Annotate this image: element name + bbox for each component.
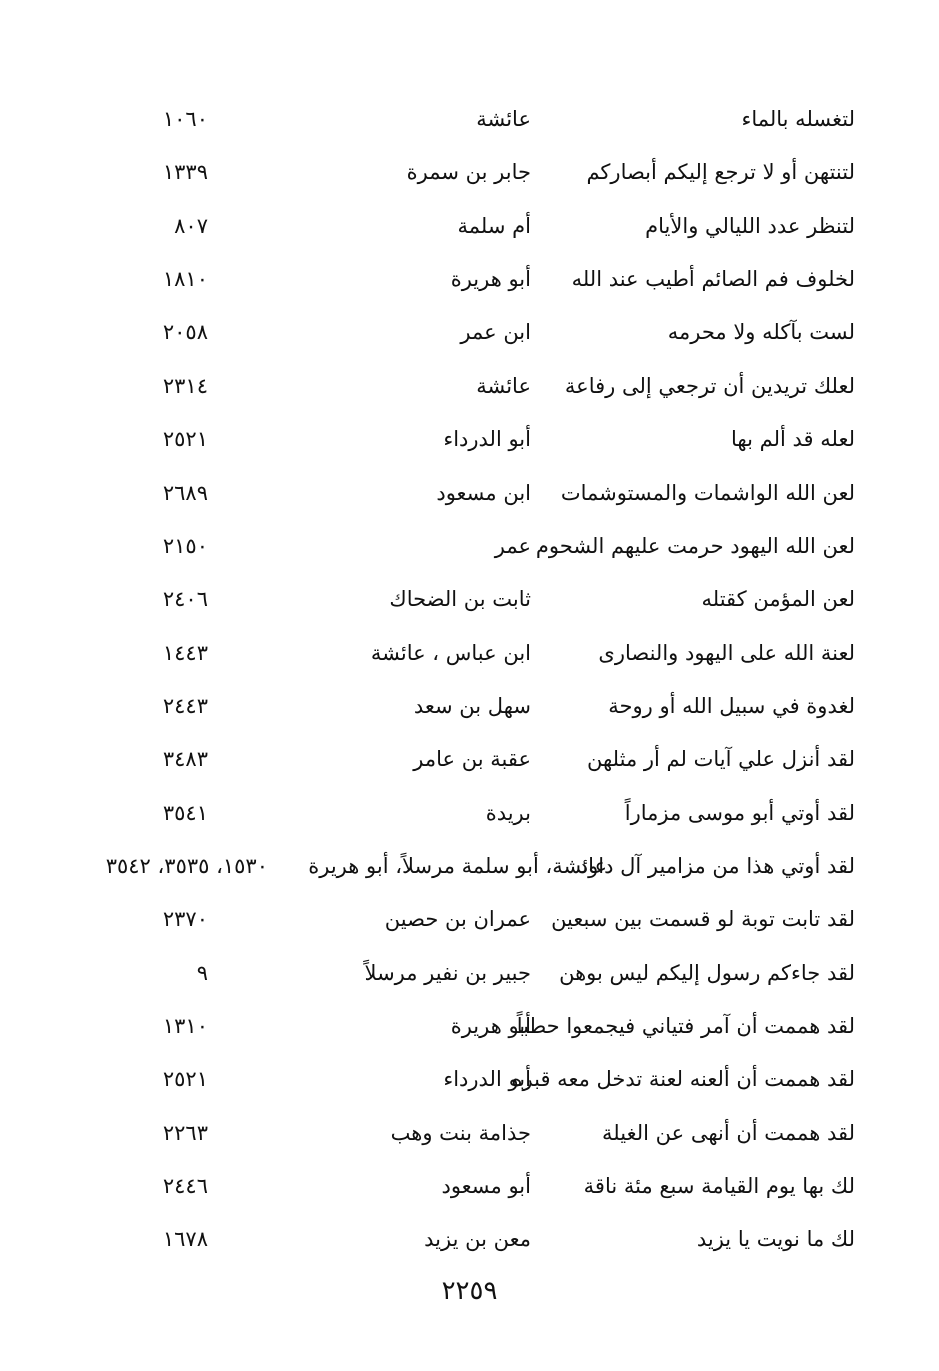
narrator: عمر bbox=[494, 534, 531, 558]
table-row bbox=[0, 473, 939, 513]
narrator: عقبة بن عامر bbox=[413, 747, 531, 771]
hadith-text: لعن المؤمن كقتله bbox=[701, 587, 855, 611]
hadith-text: لست بآكله ولا محرمه bbox=[667, 320, 855, 344]
hadith-text: لعنة الله على اليهود والنصارى bbox=[598, 641, 855, 665]
hadith-number: ٢٣١٤ bbox=[162, 374, 208, 398]
narrator: عمران بن حصين bbox=[384, 907, 531, 931]
narrator: جابر بن سمرة bbox=[406, 160, 531, 184]
table-row bbox=[0, 1113, 939, 1153]
hadith-number: ٣٤٨٣ bbox=[162, 747, 208, 771]
hadith-number: ٩ bbox=[196, 961, 208, 985]
hadith-number: ٨٠٧ bbox=[174, 214, 208, 238]
hadith-text: لعن الله الواشمات والمستوشمات bbox=[560, 481, 855, 505]
narrator: عائشة bbox=[476, 374, 531, 398]
narrator: أبو الدرداء bbox=[443, 1067, 531, 1091]
hadith-text: لك بها يوم القيامة سبع مئة ناقة bbox=[583, 1174, 855, 1198]
hadith-text: لقد جاءكم رسول إليكم ليس بوهن bbox=[559, 961, 855, 985]
hadith-number: ٢٠٥٨ bbox=[162, 320, 208, 344]
narrator: أبو الدرداء bbox=[443, 427, 531, 451]
hadith-number: ١٦٧٨ bbox=[162, 1227, 208, 1251]
table-row bbox=[0, 793, 939, 833]
table-row bbox=[0, 1219, 939, 1259]
hadith-text: لقد أوتي هذا من مزامير آل داود bbox=[578, 854, 855, 878]
narrator: ابن عباس ، عائشة bbox=[370, 641, 531, 665]
table-row bbox=[0, 1166, 939, 1206]
hadith-text: لك ما نويت يا يزيد bbox=[696, 1227, 855, 1251]
hadith-text: لقد هممت أن أنهى عن الغيلة bbox=[602, 1121, 855, 1145]
hadith-text: لخلوف فم الصائم أطيب عند الله bbox=[571, 267, 855, 291]
hadith-number: ٢٣٧٠ bbox=[162, 907, 208, 931]
hadith-text: لقد تابت توبة لو قسمت بين سبعين bbox=[551, 907, 855, 931]
hadith-text: لقد أنزل علي آيات لم أر مثلهن bbox=[586, 747, 855, 771]
hadith-number: ١٠٦٠ bbox=[162, 107, 208, 131]
table-row bbox=[0, 152, 939, 192]
hadith-number: ١٨١٠ bbox=[162, 267, 208, 291]
hadith-number: ٢٤٠٦ bbox=[162, 587, 208, 611]
table-row bbox=[0, 633, 939, 673]
hadith-text: لقد أوتي أبو موسى مزماراً bbox=[624, 801, 855, 825]
table-row bbox=[0, 846, 939, 886]
hadith-number: ١٤٤٣ bbox=[162, 641, 208, 665]
hadith-number: ٢٥٢١ bbox=[162, 427, 208, 451]
table-row bbox=[0, 259, 939, 299]
narrator: أبو هريرة bbox=[450, 267, 531, 291]
table-row bbox=[0, 899, 939, 939]
hadith-number: ٢٤٤٦ bbox=[162, 1174, 208, 1198]
narrator: عائشة bbox=[476, 107, 531, 131]
hadith-text: لعلك تريدين أن ترجعي إلى رفاعة bbox=[564, 374, 855, 398]
narrator: جذامة بنت وهب bbox=[390, 1121, 531, 1145]
table-row bbox=[0, 579, 939, 619]
narrator: بريدة bbox=[485, 801, 531, 825]
narrator: جبير بن نفير مرسلاً bbox=[364, 961, 531, 985]
hadith-text: لتغسله بالماء bbox=[741, 107, 855, 131]
hadith-number: ١٥٣٠، ٣٥٣٥، ٣٥٤٢ bbox=[105, 854, 268, 878]
narrator: عائشة، أبو سلمة مرسلاً، أبو هريرة bbox=[308, 854, 607, 878]
hadith-text: لقد هممت أن ألعنه لعنة تدخل معه قبره bbox=[511, 1067, 855, 1091]
page-number: ٢٢٥٩ bbox=[441, 1276, 498, 1306]
table-row bbox=[0, 686, 939, 726]
table-row bbox=[0, 366, 939, 406]
hadith-number: ٢٦٨٩ bbox=[162, 481, 208, 505]
narrator: ابن مسعود bbox=[436, 481, 531, 505]
narrator: سهل بن سعد bbox=[413, 694, 531, 718]
narrator: أبو مسعود bbox=[441, 1174, 531, 1198]
table-row bbox=[0, 526, 939, 566]
hadith-number: ٢١٥٠ bbox=[162, 534, 208, 558]
hadith-number: ١٣١٠ bbox=[162, 1014, 208, 1038]
table-row bbox=[0, 312, 939, 352]
table-row bbox=[0, 1006, 939, 1046]
hadith-text: لعله قد ألم بها bbox=[731, 427, 855, 451]
table-row bbox=[0, 739, 939, 779]
hadith-number: ٢٥٢١ bbox=[162, 1067, 208, 1091]
table-row bbox=[0, 953, 939, 993]
hadith-text: لتنتهن أو لا ترجع إليكم أبصاركم bbox=[586, 160, 855, 184]
table-row bbox=[0, 99, 939, 139]
hadith-text: لقد هممت أن آمر فتياني فيجمعوا حطباً bbox=[516, 1014, 855, 1038]
narrator: معن بن يزيد bbox=[424, 1227, 531, 1251]
hadith-number: ٢٤٤٣ bbox=[162, 694, 208, 718]
hadith-number: ١٣٣٩ bbox=[162, 160, 208, 184]
hadith-text: لتنظر عدد الليالي والأيام bbox=[645, 214, 855, 238]
hadith-number: ٢٢٦٣ bbox=[162, 1121, 208, 1145]
hadith-number: ٣٥٤١ bbox=[162, 801, 208, 825]
hadith-text: لعن الله اليهود حرمت عليهم الشحوم bbox=[535, 534, 855, 558]
narrator: ثابت بن الضحاك bbox=[389, 587, 531, 611]
narrator: أبو هريرة bbox=[450, 1014, 531, 1038]
table-row bbox=[0, 419, 939, 459]
table-row bbox=[0, 206, 939, 246]
hadith-text: لغدوة في سبيل الله أو روحة bbox=[608, 694, 855, 718]
table-row bbox=[0, 1059, 939, 1099]
narrator: أم سلمة bbox=[457, 214, 531, 238]
narrator: ابن عمر bbox=[460, 320, 531, 344]
